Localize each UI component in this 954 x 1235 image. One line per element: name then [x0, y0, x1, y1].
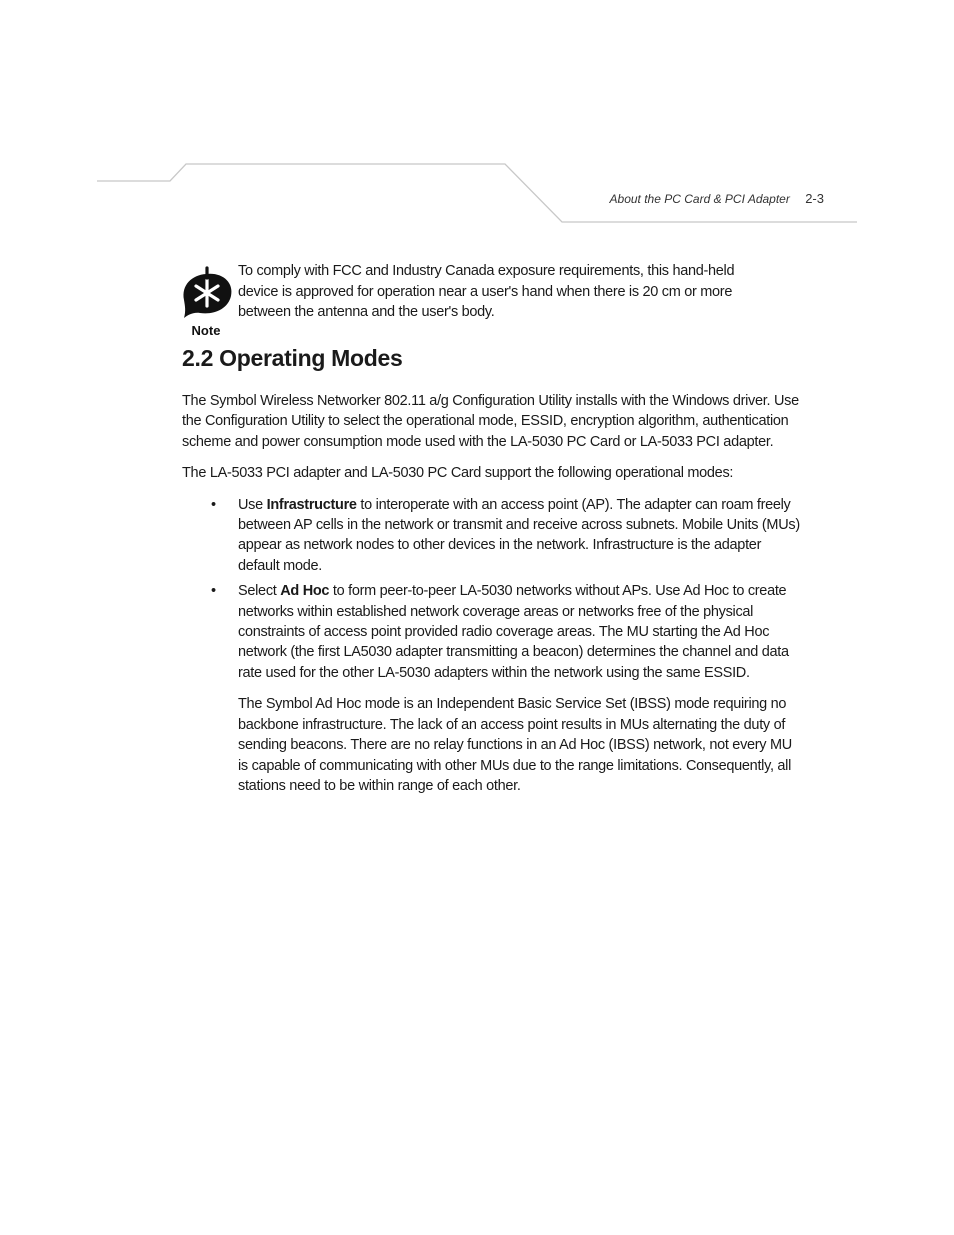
note-text: To comply with FCC and Industry Canada exposure requirements, this hand-held device is approved for operation near a user's hand when there is 20 cm or more between the antenna and the user's body. — [238, 263, 735, 320]
item-text: to form peer-to-peer LA-5030 networks without APs. Use Ad Hoc to create networks within established network coverage areas or networks free of the physical constraints of access point provided radio coverage areas. The MU starting the Ad Hoc network (the first LA5030 adapter transmitting a beacon) determines the channel and data rate used for the other LA-5030 adapters within the network using the same ESSID. — [238, 583, 789, 681]
section-intro: The Symbol Wireless Networker 802.11 a/g Configuration Utility installs with the Windows driver. Use the Configuration Utility to select the operational mode, ESSID, encryption algorithm, authentication scheme and power consumption mode used with the LA-5030 PC Card or LA-5033 PCI adapter. — [182, 393, 799, 450]
list-item — [182, 495, 802, 577]
modes-list — [182, 495, 802, 797]
item-term: Ad Hoc — [280, 583, 330, 600]
bullet-glyph: • — [211, 583, 216, 600]
item-text: to interoperate with an access point (AP). The adapter can roam freely between AP cells in the network or transmit and receive across subnets. Mobile Units (MUs) appear as network nodes to other devices in the network. Infrastructure is the adapter default mode. — [238, 496, 800, 574]
bullet-glyph: • — [211, 496, 216, 513]
note-icon-label: Note — [191, 323, 221, 338]
page-number: 2-3 — [805, 191, 824, 206]
list-item — [182, 581, 802, 796]
item-prefix: Select — [238, 583, 281, 600]
section-body — [182, 391, 802, 801]
running-head — [610, 191, 824, 206]
modes-intro: The LA-5033 PCI adapter and LA-5030 PC Card support the following operational modes: — [182, 465, 734, 482]
section-heading: 2.2 Operating Modes — [182, 345, 403, 371]
note-icon — [180, 266, 236, 342]
item-followup: The Symbol Ad Hoc mode is an Independent Basic Service Set (IBSS) mode requiring no backbone infrastructure. The lack of an access point results in MUs alternating the duty of sending beacons. There are no relay functions in an Ad Hoc (IBSS) network, not every MU is capable of communicating with other MUs due to the range limitations. Consequently, all stations need to be within range of each other. — [238, 696, 792, 794]
running-head-title: About the PC Card & PCI Adapter — [609, 192, 790, 206]
item-term: Infrastructure — [266, 496, 357, 513]
item-prefix: Use — [238, 496, 267, 513]
